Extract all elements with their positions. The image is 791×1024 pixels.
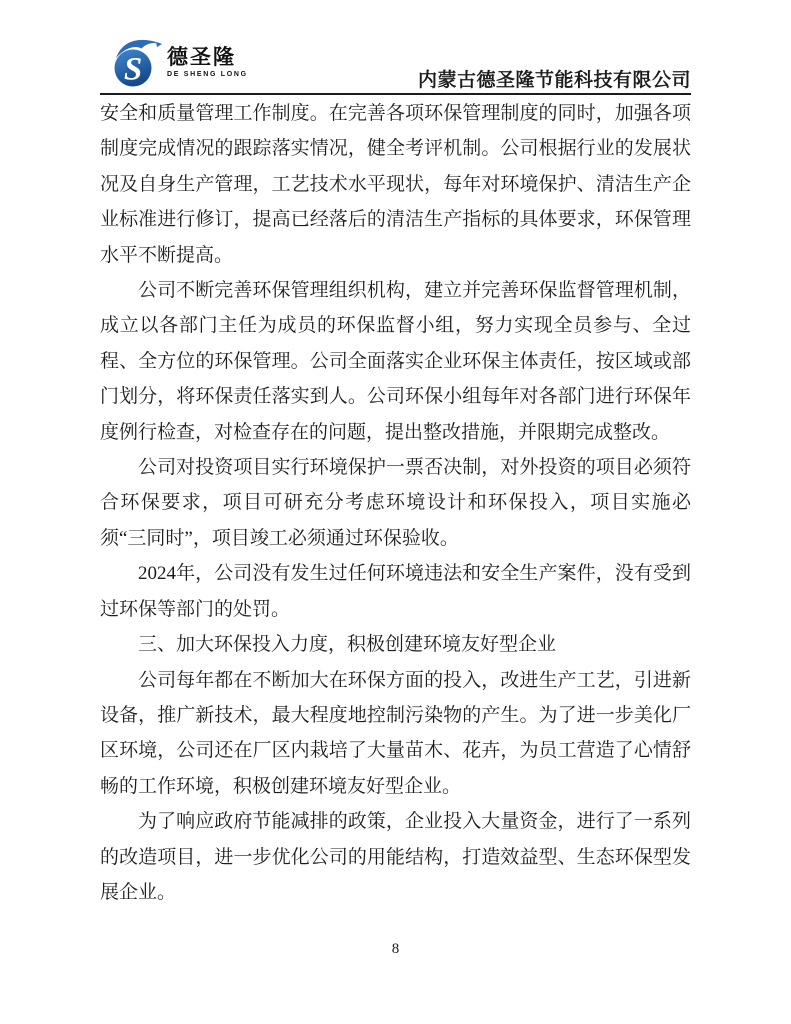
paragraph: 公司不断完善环保管理组织机构，建立并完善环保监督管理机制，成立以各部门主任为成员的环保监督小组，努力实现全员参与、全过程、全方位的环保管理。公司全面落实企业环保主体责任，按区域或部门划分，将环保责任落实到人。公司环保小组每年对各部门进行环保年度例行检查，对检查存在的问题，提出整改措施，并限期完成整改。 [100,280,691,443]
company-name: 内蒙古德圣隆节能科技有限公司 [417,70,691,91]
paragraph: 为了响应政府节能减排的政策，企业投入大量资金，进行了一系列的改造项目，进一步优化公司的用能结构，打造效益型、生态环保型发展企业。 [100,811,691,903]
company-logo [112,34,248,95]
section-heading: 三、加大环保投入力度，积极创建环境友好型企业 [138,634,557,656]
paragraph: 2024年，公司没有发生过任何环境违法和安全生产案件，没有受到过环保等部门的处罚。 [100,563,691,620]
brand-name-cn: 德圣隆 [167,46,236,69]
paragraph: 安全和质量管理工作制度。在完善各项环保管理制度的同时，加强各项制度完成情况的跟踪落实情况，健全考评机制。公司根据行业的发展状况及自身生产管理，工艺技术水平现状，每年对环境保护、清洁生产企业标准进行修订，提高已经落后的清洁生产指标的具体要求，环保管理水平不断提高。 [100,103,691,266]
document-body [100,96,691,910]
page-header [100,28,691,93]
brand-name-en: DE SHENG LONG [167,71,248,78]
header-divider [100,93,691,95]
svg-text:S: S [123,51,143,88]
page-footer [0,941,791,958]
dragon-s-logo-icon [112,34,164,95]
paragraph: 公司每年都在不断加大在环保方面的投入，改进生产工艺，引进新设备，推广新技术，最大程度地控制污染物的产生。为了进一步美化厂区环境，公司还在厂区内栽培了大量苗木、花卉，为员工营造了心情舒畅的工作环境，积极创建环境友好型企业。 [100,669,691,797]
logo-wordmark [167,47,248,78]
paragraph: 公司对投资项目实行环境保护一票否决制，对外投资的项目必须符合环保要求，项目可研充分考虑环境设计和环保投入，项目实施必须“三同时”，项目竣工必须通过环保验收。 [100,457,691,549]
page-number: 8 [391,941,400,957]
